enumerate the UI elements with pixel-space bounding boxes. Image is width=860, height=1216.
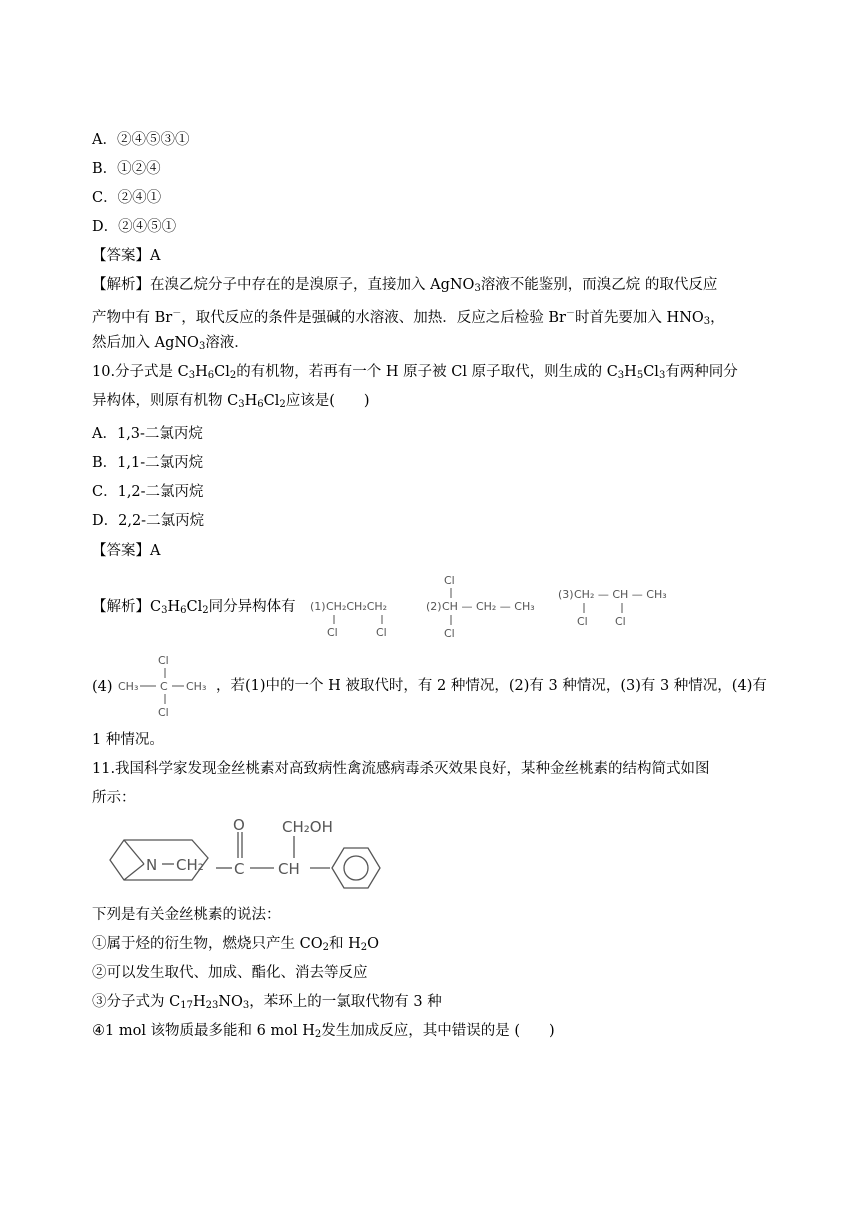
subscript: 6	[257, 399, 264, 410]
bond-line	[124, 840, 144, 864]
subscript: 5	[636, 370, 644, 381]
answer-label: 【答案】	[92, 248, 150, 264]
text: 产物中有 Br	[92, 310, 173, 326]
chlorine-label: Cl	[158, 706, 169, 719]
subscript: 3	[474, 283, 481, 294]
q9-analysis-line-2	[92, 303, 725, 333]
analysis-label: 【解析】	[92, 277, 150, 293]
bond-line	[124, 864, 144, 880]
analysis-label: 【解析】	[92, 599, 150, 615]
text: 的有机物，若再有一个 H 原子被 Cl 原子取代，则生成的 C	[236, 364, 618, 380]
answer-value: A	[150, 248, 161, 264]
methine-label: CH	[278, 860, 300, 878]
structure-3-number: (3)	[558, 588, 574, 601]
subscript: 3	[161, 605, 168, 616]
subscript: 2	[279, 399, 286, 410]
q11-intro: 下列是有关金丝桃素的说法：	[92, 907, 281, 923]
q9-option-d: D．②④⑤①	[92, 219, 177, 235]
structure-4-number: (4)	[92, 679, 113, 695]
text: 异构体，则原有机物 C	[92, 393, 239, 409]
text: Cl	[186, 599, 203, 615]
methyl-left: CH₃	[118, 680, 139, 693]
q11-stem-line-1: 11.我国科学家发现金丝桃素对高致病性禽流感病毒杀灭效果良好，某种金丝桃素的结构简式如图	[92, 761, 710, 777]
q11-statement-4	[92, 1020, 555, 1046]
structure-1-number: (1)	[310, 600, 326, 613]
text: H	[167, 599, 181, 615]
structure-2-diagram	[424, 570, 554, 642]
q11-structure-diagram	[104, 818, 394, 898]
structure-3-diagram	[556, 580, 686, 636]
q9-analysis-line-1	[92, 274, 717, 300]
q10-option-a: A．1,3-二氯丙烷	[92, 426, 203, 442]
text: C	[150, 599, 162, 615]
subscript: 23	[205, 1000, 219, 1011]
q9-option-b: B．①②④	[92, 161, 161, 177]
q9-analysis-line-3	[92, 332, 249, 358]
chlorine-label: Cl	[444, 574, 455, 587]
q10-analysis-line-3: 1 种情况。	[92, 732, 164, 748]
aromatic-circle	[344, 856, 368, 880]
text: H	[192, 994, 206, 1010]
subscript: 2	[360, 942, 368, 953]
subscript: 6	[180, 605, 187, 616]
subscript: 3	[238, 399, 245, 410]
text: NO	[218, 994, 243, 1010]
structure-1-chain: CH₂CH₂CH₂	[326, 600, 388, 613]
text: H	[244, 393, 258, 409]
text: 在溴乙烷分子中存在的是溴原子，直接加入 AgNO	[150, 277, 475, 293]
text: 溶液不能鉴别，而溴乙烷 的取代反应	[480, 277, 718, 293]
q10-stem-line-1	[92, 361, 738, 387]
text: Cl	[643, 364, 659, 380]
subscript: 3	[188, 370, 196, 381]
structure-2-number: (2)	[426, 600, 442, 613]
q10-option-c: C．1,2-二氯丙烷	[92, 484, 204, 500]
carbonyl-carbon-label: C	[234, 860, 245, 878]
q10-option-d: D．2,2-二氯丙烷	[92, 513, 205, 529]
text: ，取代反应的条件是强碱的水溶液、加热．反应之后检验 Br	[181, 310, 566, 326]
text: Cl	[214, 364, 230, 380]
text: 时首先要加入 HNO	[574, 310, 704, 326]
text: 然后加入 AgNO	[92, 335, 199, 351]
methylene-label: CH₂	[176, 856, 204, 874]
oxygen-label: O	[233, 818, 245, 834]
text: Cl	[263, 393, 280, 409]
structure-3-chain: CH₂ — CH — CH₃	[574, 588, 667, 601]
chlorine-label: Cl	[577, 615, 588, 628]
text: ，苯环上的一氯取代物有 3 种	[249, 994, 442, 1010]
q10-option-b: B．1,1-二氯丙烷	[92, 455, 204, 471]
methyl-right: CH₃	[186, 680, 207, 693]
text: 同分异构体有	[208, 599, 296, 615]
central-carbon: C	[160, 680, 168, 693]
text: 溶液．	[205, 335, 249, 351]
subscript: 2	[314, 1029, 322, 1040]
q10-stem-line-2	[92, 390, 370, 416]
benzene-ring-icon	[332, 848, 380, 888]
text: 有两种同分	[665, 364, 738, 380]
q11-statement-3	[92, 991, 442, 1017]
subscript: 3	[658, 370, 666, 381]
chlorine-label: Cl	[327, 626, 338, 639]
text: 10.分子式是 C	[92, 364, 189, 380]
text: 和 H	[328, 936, 361, 952]
text: ，	[710, 310, 725, 326]
subscript: 3	[198, 341, 206, 352]
q10-analysis-line-2: ，若(1)中的一个 H 被取代时，有 2 种情况，(2)有 3 种情况，(3)有 3 种情况，(4)有	[216, 678, 767, 694]
hydroxymethyl-label: CH₂OH	[282, 818, 333, 836]
q9-option-a: A．②④⑤③①	[92, 132, 190, 148]
answer-value: A	[150, 543, 161, 559]
q10-analysis-line-1	[92, 596, 296, 622]
subscript: 3	[617, 370, 625, 381]
subscript: 3	[242, 1000, 250, 1011]
text: ③分子式为 C	[92, 994, 181, 1010]
superscript: －	[172, 309, 182, 319]
text: H	[195, 364, 208, 380]
structure-2-chain: CH — CH₂ — CH₃	[442, 600, 535, 613]
text: ①属于烃的衍生物，燃烧只产生 CO	[92, 936, 323, 952]
chlorine-label: Cl	[444, 627, 455, 640]
q11-statement-1	[92, 933, 379, 959]
text: 发生加成反应，其中错误的是 ( )	[321, 1023, 555, 1039]
chlorine-label: Cl	[158, 654, 169, 667]
superscript: －	[565, 309, 575, 319]
subscript: 3	[703, 316, 711, 327]
q9-answer	[92, 245, 160, 267]
answer-label: 【答案】	[92, 543, 150, 559]
subscript: 2	[322, 942, 329, 953]
structure-4-diagram	[92, 648, 216, 724]
text: 应该是( )	[285, 393, 370, 409]
q11-statement-2: ②可以发生取代、加成、酯化、消去等反应	[92, 965, 368, 981]
chlorine-label: Cl	[615, 615, 626, 628]
chlorine-label: Cl	[376, 626, 387, 639]
text: H	[624, 364, 637, 380]
subscript: 2	[202, 605, 209, 616]
subscript: 2	[229, 370, 237, 381]
subscript: 6	[207, 370, 215, 381]
subscript: 17	[180, 1000, 193, 1011]
text: O	[367, 936, 379, 952]
text: ④1 mol 该物质最多能和 6 mol H	[92, 1023, 315, 1039]
q10-answer	[92, 540, 160, 562]
q11-stem-line-2: 所示：	[92, 790, 136, 806]
structure-1-diagram	[308, 588, 408, 640]
q9-option-c: C．②④①	[92, 190, 162, 206]
nitrogen-label: N	[146, 856, 158, 874]
